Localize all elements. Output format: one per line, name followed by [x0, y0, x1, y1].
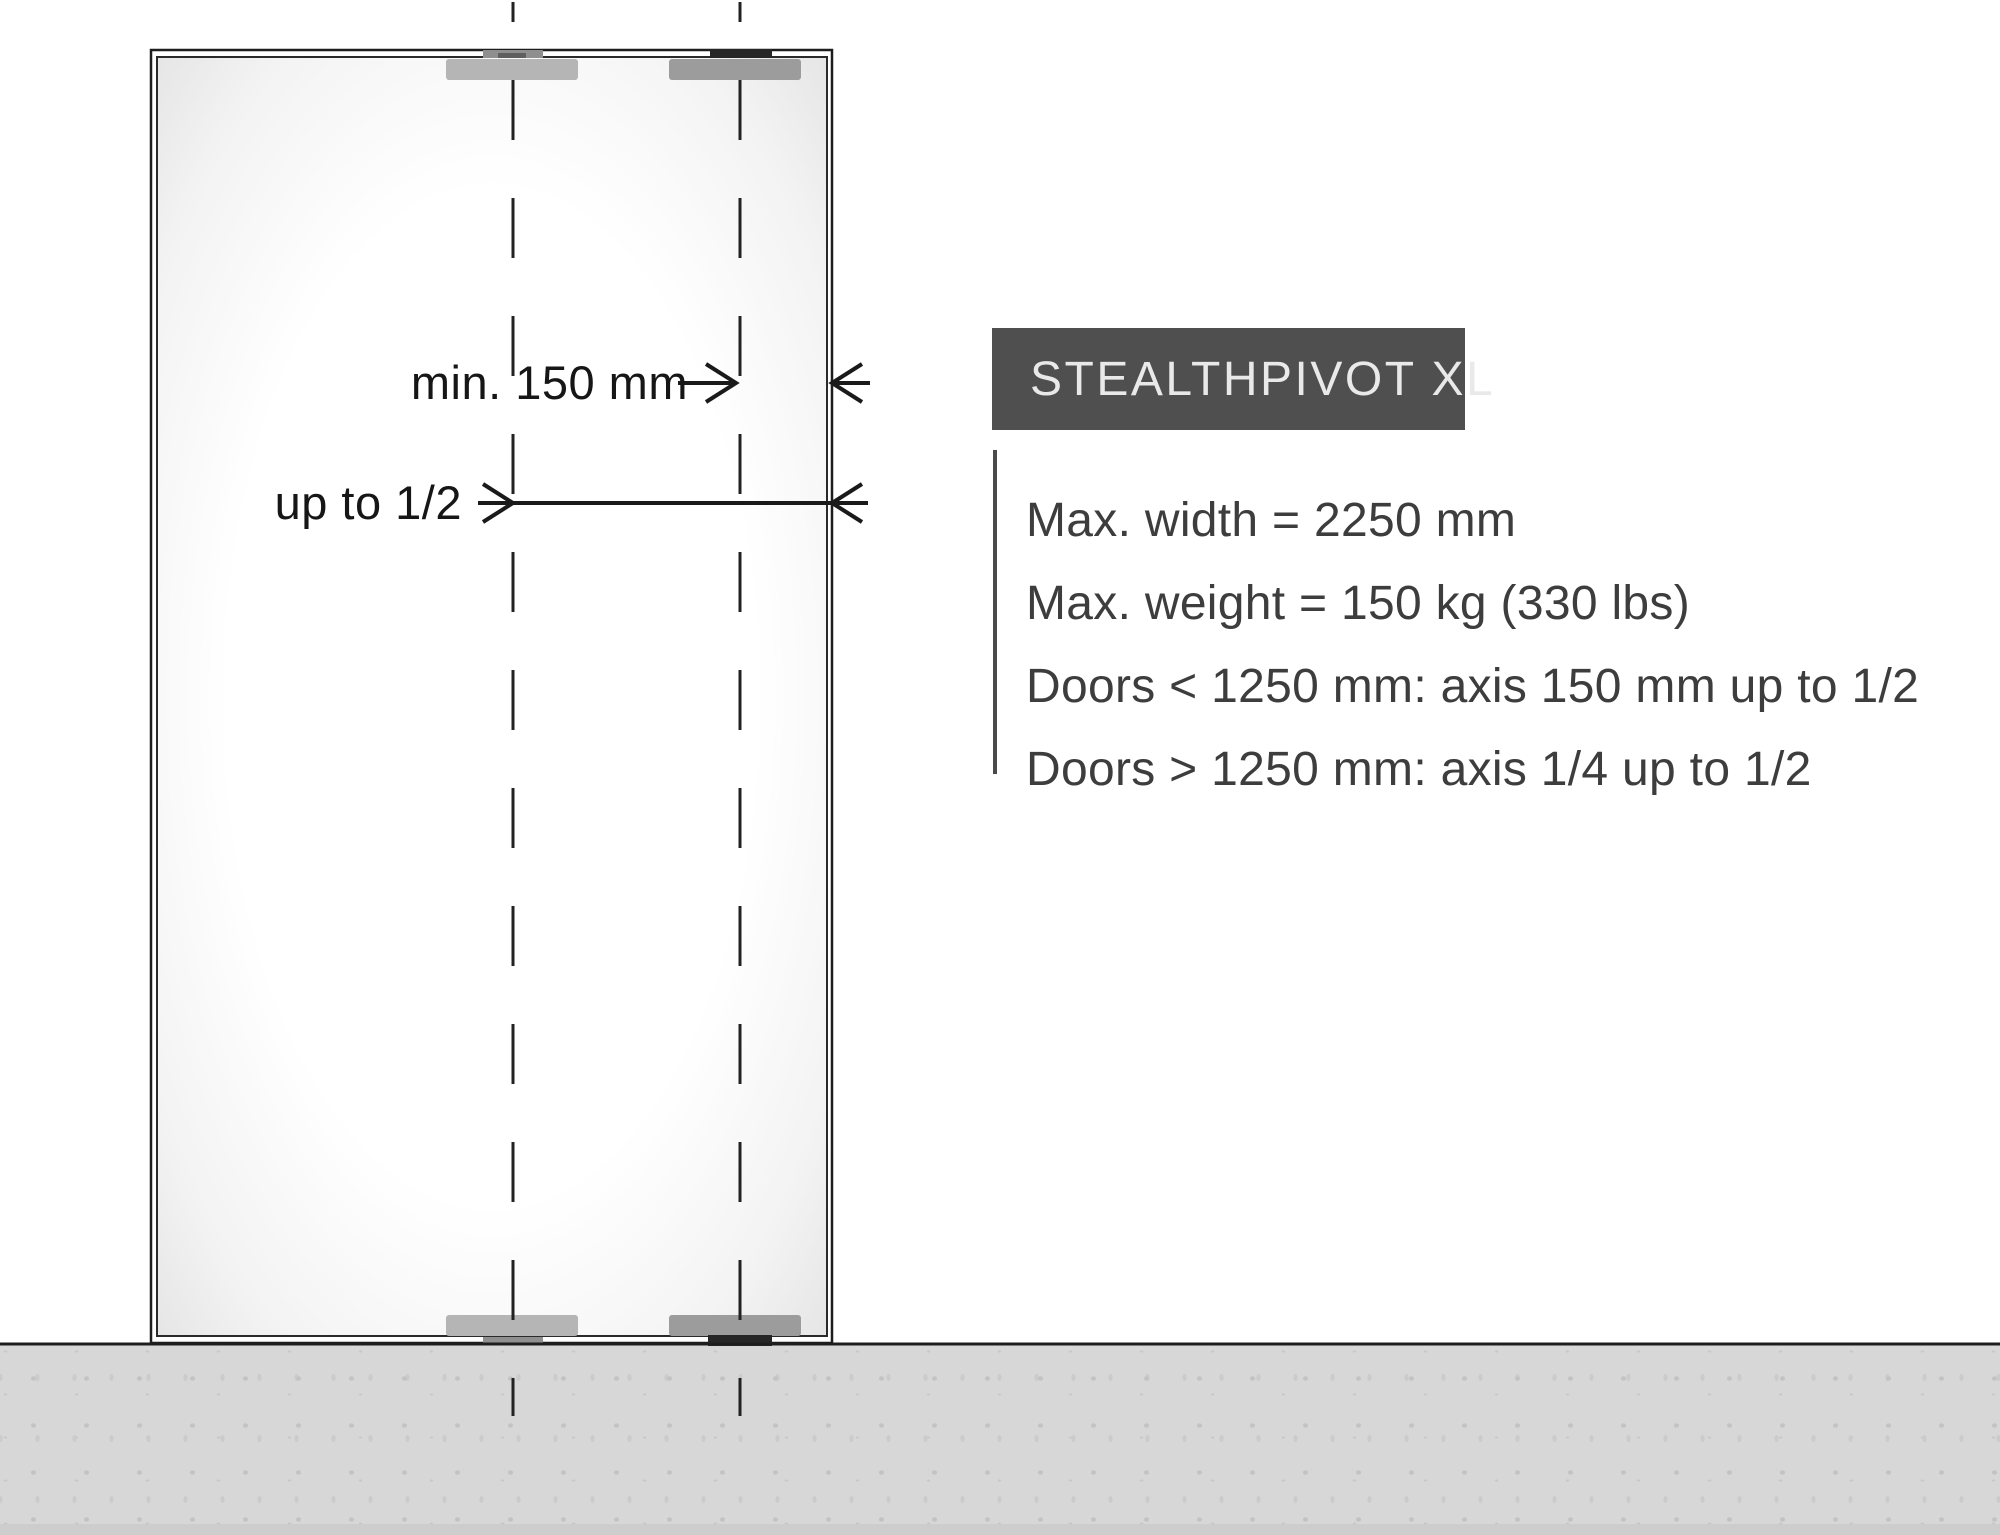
spec-divider-rule	[993, 450, 997, 774]
spec-line-doors-over-1250: Doors > 1250 mm: axis 1/4 up to 1/2	[1026, 743, 1812, 796]
top-pivot-plate-axis2	[710, 49, 772, 58]
bottom-door-fitting-axis2	[669, 1315, 801, 1336]
spec-list	[1026, 479, 1919, 811]
spec-line-doors-under-1250: Doors < 1250 mm: axis 150 mm up to 1/2	[1026, 660, 1920, 713]
product-title-box	[992, 328, 1496, 430]
top-pivot-plate-axis1-insert	[498, 53, 526, 58]
product-title: STEALTHPIVOT XL	[1030, 352, 1496, 406]
label-min-axis-to-edge: min. 150 mm	[410, 356, 688, 409]
spec-line-max-weight: Max. weight = 150 kg (330 lbs)	[1026, 577, 1691, 630]
door-leaf	[157, 57, 827, 1336]
label-axis-position-range: up to 1/2	[274, 476, 462, 529]
spec-line-max-width: Max. width = 2250 mm	[1026, 494, 1517, 547]
top-door-fitting-axis2	[669, 59, 801, 80]
top-door-fitting-axis1	[446, 59, 578, 80]
